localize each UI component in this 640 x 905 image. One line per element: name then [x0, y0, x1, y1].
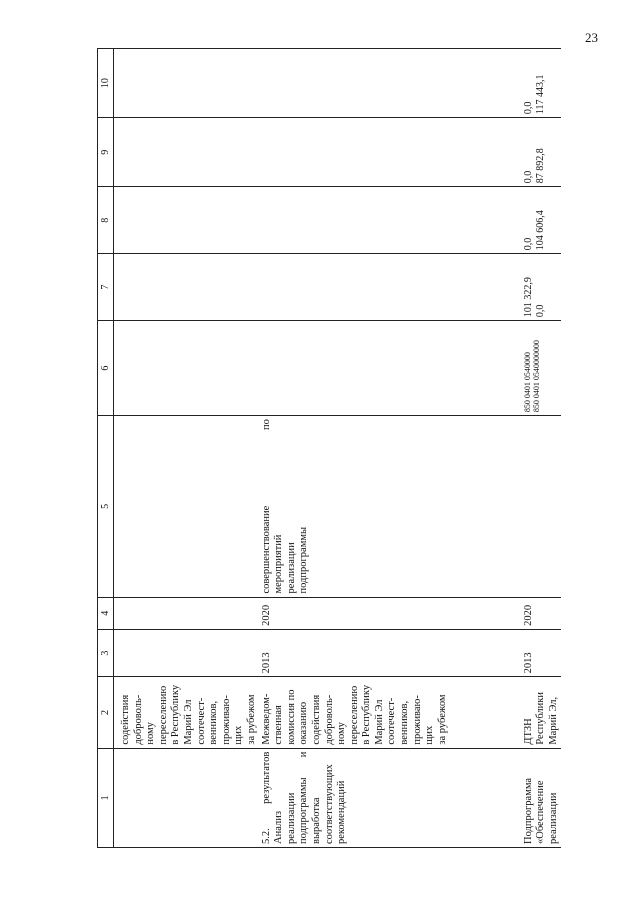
text-line: содействия — [310, 694, 322, 745]
text-line: проживаю- — [220, 695, 232, 745]
text-line — [261, 419, 274, 593]
amount: 104 606,4 — [534, 210, 546, 251]
cell-result — [114, 416, 260, 597]
col-8-header: 8 — [98, 187, 114, 254]
amount: 0,0 — [522, 170, 534, 184]
budget-code: 850 0401 0540000000 — [532, 340, 542, 413]
budget-code: 850 0401 0540000 — [522, 352, 532, 413]
cell-value — [114, 254, 260, 321]
text-line: за рубежом — [245, 694, 257, 745]
cell-value — [522, 49, 562, 118]
text-line: соотечест- — [386, 697, 398, 745]
cell-executor — [114, 677, 260, 748]
text-line: ному — [145, 722, 157, 745]
cell-value — [260, 49, 522, 118]
cell-value — [522, 187, 562, 254]
text-line: щих — [233, 725, 245, 745]
text-line: Подпрограмма — [522, 777, 534, 844]
col-3-header: 3 — [98, 629, 114, 677]
text-line: «Обеспечение — [535, 780, 547, 844]
text-line: доброволь- — [323, 694, 335, 745]
text-line — [298, 752, 311, 844]
cell-executor — [260, 677, 522, 748]
text-line: переселению — [157, 685, 169, 745]
text-line: ственная — [273, 705, 285, 745]
text-line: Марий Эл — [373, 699, 385, 745]
cell-start-year: 2013 — [522, 629, 562, 677]
text-line: содействия — [120, 694, 131, 745]
text-line: проживаю- — [411, 695, 423, 745]
page-number: 23 — [585, 30, 598, 45]
text-line: рекомендаций — [336, 780, 348, 844]
cell-value — [114, 187, 260, 254]
text-fragment: результатов — [260, 751, 272, 804]
text-line: в Республику — [361, 684, 373, 745]
amount: 117 443,1 — [534, 74, 546, 115]
text-line: за рубежом — [436, 694, 448, 745]
cell-name — [260, 748, 522, 847]
cell-end-year: 2020 — [522, 597, 562, 629]
col-5-header: 5 — [98, 416, 114, 597]
rotated-table-container — [97, 48, 640, 848]
text-line: щих — [424, 725, 436, 745]
amount: 87 892,8 — [534, 148, 546, 184]
cell-value — [260, 254, 522, 321]
table-row — [260, 49, 522, 848]
col-9-header: 9 — [98, 118, 114, 187]
cell-end-year: 2020 — [260, 597, 522, 629]
col-1-header: 1 — [98, 748, 114, 847]
text-fragment: подпрограммы — [298, 777, 310, 844]
header-row — [98, 49, 114, 848]
cell-value — [522, 118, 562, 187]
text-line: Марий Эл, — [547, 696, 559, 745]
col-7-header: 7 — [98, 254, 114, 321]
text-line: оказанию — [298, 701, 310, 745]
amount: 0,0 — [534, 304, 546, 318]
text-line: ДТЗН — [522, 718, 534, 745]
text-line: доброволь- — [132, 694, 144, 745]
text-line: комиссия по — [285, 689, 297, 745]
cell-end-year — [114, 597, 260, 629]
cell-value — [114, 118, 260, 187]
cell-start-year: 2013 — [260, 629, 522, 677]
text-line: реализации — [547, 792, 559, 844]
cell-name — [522, 748, 562, 847]
text-line: венников, — [399, 700, 411, 745]
text-line: Межведом- — [260, 693, 272, 745]
text-line: венников, — [208, 700, 220, 745]
text-line: реализации — [285, 542, 297, 594]
table-row — [522, 49, 562, 848]
table-row — [114, 49, 260, 848]
cell-name — [114, 748, 260, 847]
col-4-header: 4 — [98, 597, 114, 629]
amount: 0,0 — [522, 101, 534, 115]
col-10-header: 10 — [98, 49, 114, 118]
cell-executor — [522, 677, 562, 748]
cell-value — [114, 49, 260, 118]
amount: 0,0 — [522, 237, 534, 251]
cell-result — [522, 416, 562, 597]
col-6-header: 6 — [98, 321, 114, 416]
cell-value — [260, 187, 522, 254]
amount: 101 322,9 — [522, 277, 534, 318]
cell-result — [260, 416, 522, 597]
cell-value — [260, 118, 522, 187]
text-line: Республики — [535, 691, 547, 745]
text-line: подпрограммы — [298, 526, 310, 594]
text-line: реализации — [285, 792, 297, 844]
text-line: в Республику — [170, 684, 182, 745]
text-line: переселению — [348, 685, 360, 745]
col-2-header: 2 — [98, 677, 114, 748]
text-line — [261, 752, 286, 844]
text-fragment: совершенствование — [260, 505, 272, 594]
cell-start-year — [114, 629, 260, 677]
text-line: соответствующих — [323, 764, 335, 844]
text-fragment: по — [260, 419, 272, 431]
text-line: соотечест- — [195, 697, 207, 745]
cell-code — [260, 321, 522, 416]
cell-code — [114, 321, 260, 416]
text-line: Марий Эл — [182, 699, 194, 745]
text-line: мероприятий — [273, 534, 285, 594]
program-table — [97, 48, 561, 848]
text-line: выработка — [310, 797, 322, 844]
text-fragment: и — [298, 751, 310, 758]
text-fragment: 5.2. Анализ — [260, 811, 285, 844]
cell-code — [522, 321, 562, 416]
cell-value — [522, 254, 562, 321]
text-line: ному — [336, 722, 348, 745]
